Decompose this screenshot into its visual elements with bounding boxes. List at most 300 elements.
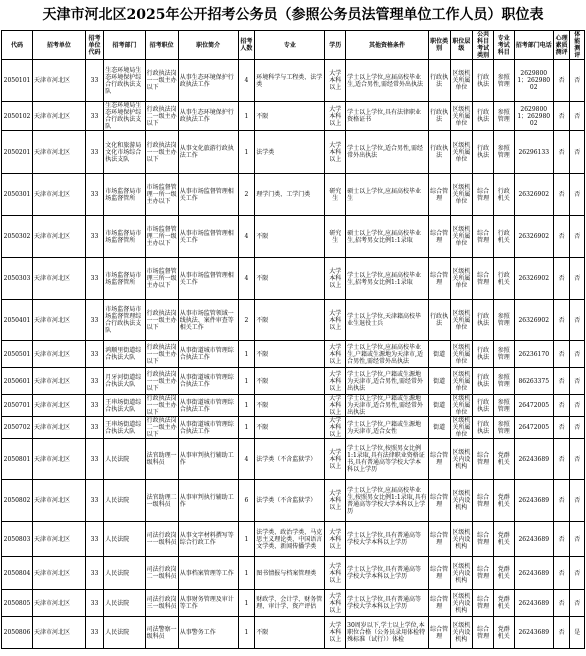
table-cell: 4 bbox=[238, 60, 255, 102]
table-cell: 行政执法岗一一级主办以下 bbox=[145, 300, 178, 341]
table-cell: 司法行政岗一一级科员 bbox=[145, 522, 178, 557]
table-cell: 2050601 bbox=[2, 368, 33, 395]
table-cell: 26243689 bbox=[514, 480, 553, 522]
table-cell: 王串场街道综合执法大队 bbox=[104, 395, 145, 417]
table-cell: 2050702 bbox=[2, 417, 33, 439]
table-cell: 行政执法 bbox=[473, 131, 494, 174]
table-cell: 党群机关 bbox=[493, 480, 514, 522]
table-cell: 大学本科以上 bbox=[325, 417, 346, 439]
table-cell: 市场监督局市场监督管所 bbox=[104, 174, 145, 216]
table-cell: 从事审判执行辅助工作 bbox=[178, 439, 238, 480]
table-cell: 2050102 bbox=[2, 102, 33, 131]
table-cell: 否 bbox=[553, 368, 570, 395]
table-cell: 行政执法 bbox=[428, 300, 450, 341]
table-cell: 否 bbox=[570, 341, 585, 368]
table-body bbox=[2, 60, 585, 649]
table-cell: 学士以上学位,具有普通高等学校大学本科以上学历 bbox=[346, 590, 429, 617]
table-cell: 天津市河北区 bbox=[33, 131, 86, 174]
table-cell: 从事街道城市管理综合执法工作 bbox=[178, 341, 238, 368]
table-cell: 综合管理 bbox=[428, 557, 450, 590]
table-cell: 否 bbox=[570, 590, 585, 617]
table-cell: 否 bbox=[553, 522, 570, 557]
table-cell: 否 bbox=[570, 368, 585, 395]
table-cell: 26243689 bbox=[514, 557, 553, 590]
table-cell: 司法行政岗三一级科员 bbox=[145, 590, 178, 617]
table-cell: 区级机关所属单位 bbox=[450, 174, 473, 216]
position-table bbox=[1, 30, 585, 649]
table-cell: 法官助理二一级科员 bbox=[145, 480, 178, 522]
table-cell: 区级机关所属单位 bbox=[450, 368, 473, 395]
table-cell: 综合管理 bbox=[473, 617, 494, 649]
table-cell: 法学类（不含监狱学） bbox=[255, 480, 325, 522]
table-cell: 33 bbox=[85, 439, 104, 480]
table-cell: 综合管理 bbox=[473, 439, 494, 480]
table-cell: 研究生 bbox=[325, 174, 346, 216]
table-cell: 否 bbox=[553, 300, 570, 341]
table-cell: 2 bbox=[238, 300, 255, 341]
table-cell: 参照管理 bbox=[493, 341, 514, 368]
table-cell: 26296133 bbox=[514, 131, 553, 174]
table-row bbox=[2, 417, 585, 439]
table-cell: 大学本科以上 bbox=[325, 617, 346, 649]
table-cell: 否 bbox=[570, 258, 585, 300]
table-cell: 人民法院 bbox=[104, 480, 145, 522]
table-cell: 参照管理 bbox=[493, 417, 514, 439]
table-cell: 行政执法 bbox=[473, 102, 494, 131]
table-cell: 1 bbox=[238, 590, 255, 617]
table-cell: 区级机关所属单位 bbox=[450, 395, 473, 417]
table-cell: 市场监督局市场监督管理综合行政执法支队 bbox=[104, 300, 145, 341]
table-cell: 从事市场监督管理相关工作 bbox=[178, 258, 238, 300]
table-cell: 天津市河北区 bbox=[33, 300, 86, 341]
table-cell: 学士以上学位,适合男性,需经常外出执法 bbox=[346, 131, 429, 174]
table-cell: 党群机关 bbox=[493, 617, 514, 649]
table-cell: 1 bbox=[238, 395, 255, 417]
table-cell: 33 bbox=[85, 557, 104, 590]
table-cell: 否 bbox=[553, 102, 570, 131]
table-cell: 26243689 bbox=[514, 617, 553, 649]
table-cell: 街道 bbox=[428, 341, 450, 368]
table-cell: 2050802 bbox=[2, 480, 33, 522]
table-cell: 行政执法岗一一级主办以下 bbox=[145, 368, 178, 395]
table-cell: 26298001；26298002 bbox=[514, 102, 553, 131]
column-header: 招考单位代码 bbox=[85, 31, 104, 60]
table-cell: 26243689 bbox=[514, 590, 553, 617]
table-cell: 2050303 bbox=[2, 258, 33, 300]
table-cell: 行政执法 bbox=[473, 395, 494, 417]
table-cell: 从事市场监管领域一线执法、案件审查等相关工作 bbox=[178, 300, 238, 341]
table-cell: 区级机关所属单位 bbox=[450, 131, 473, 174]
table-cell: 大学本科以上 bbox=[325, 60, 346, 102]
column-header: 职位简介 bbox=[178, 31, 238, 60]
table-cell: 生态环境局生态环境保护综合行政执法支队 bbox=[104, 60, 145, 102]
table-cell: 天津市河北区 bbox=[33, 341, 86, 368]
table-cell: 硕士以上学位,应届高校毕业生,招考男女比例1:1录取 bbox=[346, 216, 429, 258]
table-cell: 33 bbox=[85, 216, 104, 258]
table-cell: 30周岁以下,学士以上学位,本职位合格（公务员录用体检特殊标准（试行））体检 bbox=[346, 617, 429, 649]
table-row bbox=[2, 216, 585, 258]
table-cell: 党群机关 bbox=[493, 522, 514, 557]
table-cell: 1 bbox=[238, 522, 255, 557]
table-row bbox=[2, 131, 585, 174]
table-cell: 否 bbox=[553, 439, 570, 480]
table-cell: 26326902 bbox=[514, 300, 553, 341]
table-cell: 天津市河北区 bbox=[33, 522, 86, 557]
table-cell: 综合管理 bbox=[428, 522, 450, 557]
table-cell: 33 bbox=[85, 341, 104, 368]
table-cell: 2050806 bbox=[2, 617, 33, 649]
table-cell: 行政执法 bbox=[428, 131, 450, 174]
table-cell: 区级机关内设机构 bbox=[450, 439, 473, 480]
table-cell: 市场监督管理二所一级主办以下 bbox=[145, 216, 178, 258]
column-header: 招考部门 bbox=[104, 31, 145, 60]
table-cell: 天津市河北区 bbox=[33, 395, 86, 417]
table-cell: 区级机关所属单位 bbox=[450, 300, 473, 341]
table-cell: 学士以上学位,应届高校毕业生,招考男女比例1:1录取 bbox=[346, 258, 429, 300]
table-cell: 综合管理 bbox=[428, 174, 450, 216]
column-header: 公共科目考试类别 bbox=[473, 31, 494, 60]
table-cell: 人民法院 bbox=[104, 590, 145, 617]
table-cell: 法官助理一级科员 bbox=[145, 439, 178, 480]
table-cell: 参照管理 bbox=[493, 395, 514, 417]
table-cell: 否 bbox=[553, 480, 570, 522]
column-header: 专业考试科目 bbox=[493, 31, 514, 60]
table-cell: 学士以上学位,户籍或生源地为天津市,适合男性,需经常外出执法 bbox=[346, 368, 429, 395]
table-cell: 33 bbox=[85, 417, 104, 439]
table-cell: 行政执法 bbox=[428, 102, 450, 131]
table-cell: 司法行政岗二一级科员 bbox=[145, 557, 178, 590]
table-cell: 2050201 bbox=[2, 131, 33, 174]
table-cell: 党群机关 bbox=[493, 439, 514, 480]
table-cell: 区级机关所属单位 bbox=[450, 216, 473, 258]
table-cell: 否 bbox=[553, 216, 570, 258]
table-cell: 参照管理 bbox=[493, 368, 514, 395]
table-cell: 否 bbox=[570, 102, 585, 131]
table-cell: 学士以上学位,按照男女比例1:1录取,具有法律职业资格证书,具有普通高等学校大学本科以上学历 bbox=[346, 439, 429, 480]
table-cell: 是 bbox=[570, 617, 585, 649]
table-row bbox=[2, 480, 585, 522]
table-cell: 大学本科以上 bbox=[325, 480, 346, 522]
table-cell: 学士以上学位,具有普通高等学校大学本科以上学历 bbox=[346, 557, 429, 590]
table-cell: 参照管理 bbox=[493, 60, 514, 102]
table-cell: 大学本科以上 bbox=[325, 590, 346, 617]
table-cell: 市场监督管理三所一级主办以下 bbox=[145, 258, 178, 300]
table-cell: 33 bbox=[85, 395, 104, 417]
table-cell: 否 bbox=[570, 216, 585, 258]
table-cell: 1 bbox=[238, 341, 255, 368]
table-cell: 区级机关所属单位 bbox=[450, 258, 473, 300]
table-cell: 大学本科以上 bbox=[325, 102, 346, 131]
table-cell: 行政执法 bbox=[428, 60, 450, 102]
table-cell: 市场监督局市场监督管所 bbox=[104, 258, 145, 300]
table-cell: 6 bbox=[238, 480, 255, 522]
table-cell: 1 bbox=[238, 617, 255, 649]
table-cell: 区级机关内设机构 bbox=[450, 557, 473, 590]
column-header: 招考人数 bbox=[238, 31, 255, 60]
table-cell: 从事文字材料撰写等综合行政工作 bbox=[178, 522, 238, 557]
table-cell: 从事生态环境保护行政执法工作 bbox=[178, 102, 238, 131]
table-cell: 综合管理 bbox=[473, 522, 494, 557]
table-cell: 街道 bbox=[428, 368, 450, 395]
column-header: 招考单位 bbox=[33, 31, 86, 60]
table-cell: 行政执法 bbox=[473, 341, 494, 368]
table-cell: 从事市场监督管理相关工作 bbox=[178, 216, 238, 258]
table-cell: 33 bbox=[85, 368, 104, 395]
column-header: 学历 bbox=[325, 31, 346, 60]
table-cell: 不限 bbox=[255, 216, 325, 258]
table-cell: 2050801 bbox=[2, 439, 33, 480]
table-cell: 天津市河北区 bbox=[33, 368, 86, 395]
table-cell: 不限 bbox=[255, 300, 325, 341]
table-row bbox=[2, 395, 585, 417]
table-cell: 学士以上学位,天津籍高校毕业生退役士兵 bbox=[346, 300, 429, 341]
table-cell: 区级机关所属单位 bbox=[450, 417, 473, 439]
table-cell: 否 bbox=[570, 131, 585, 174]
table-cell: 否 bbox=[553, 557, 570, 590]
table-cell: 33 bbox=[85, 300, 104, 341]
table-cell: 学士以上学位,具有普通高等学校大学本科以上学历 bbox=[346, 522, 429, 557]
column-header: 招考职位 bbox=[145, 31, 178, 60]
table-cell: 天津市河北区 bbox=[33, 557, 86, 590]
table-row bbox=[2, 258, 585, 300]
table-cell: 法学类 bbox=[255, 131, 325, 174]
table-cell: 天津市河北区 bbox=[33, 480, 86, 522]
table-cell: 文化和旅游局文化市场综合执法支队 bbox=[104, 131, 145, 174]
table-cell: 大学本科以上 bbox=[325, 439, 346, 480]
table-cell: 不限 bbox=[255, 341, 325, 368]
table-row bbox=[2, 557, 585, 590]
table-cell: 综合管理 bbox=[428, 258, 450, 300]
table-row bbox=[2, 60, 585, 102]
table-cell: 2050101 bbox=[2, 60, 33, 102]
table-cell: 1 bbox=[238, 557, 255, 590]
table-cell: 否 bbox=[570, 439, 585, 480]
table-cell: 否 bbox=[553, 174, 570, 216]
table-cell: 综合管理 bbox=[428, 216, 450, 258]
column-header: 职位类别 bbox=[428, 31, 450, 60]
table-cell: 学士以上学位,户籍或生源地为天津市,适合男性,需经常外出执法 bbox=[346, 395, 429, 417]
table-cell: 行政执法岗一一级主办以下 bbox=[145, 341, 178, 368]
table-cell: 2050803 bbox=[2, 522, 33, 557]
table-cell: 大学本科以上 bbox=[325, 131, 346, 174]
table-cell: 王串场街道综合执法大队 bbox=[104, 417, 145, 439]
column-header: 其他资格条件 bbox=[346, 31, 429, 60]
table-cell: 否 bbox=[570, 480, 585, 522]
table-row bbox=[2, 439, 585, 480]
page-title: 天津市河北区2025年公开招考公务员（参照公务员法管理单位工作人员）职位表 bbox=[42, 7, 544, 23]
table-cell: 区级机关内设机构 bbox=[450, 590, 473, 617]
table-cell: 33 bbox=[85, 258, 104, 300]
table-cell: 86263375 bbox=[514, 368, 553, 395]
table-cell: 否 bbox=[553, 60, 570, 102]
table-cell: 否 bbox=[570, 557, 585, 590]
column-header: 代码 bbox=[2, 31, 33, 60]
table-cell: 否 bbox=[553, 341, 570, 368]
table-cell: 法学类、政治学类、马克思主义理论类、中国语言文学类、新闻传播学类 bbox=[255, 522, 325, 557]
table-cell: 大学本科以上 bbox=[325, 300, 346, 341]
table-cell: 行政执法岗二一级主办以下 bbox=[146, 417, 177, 438]
table-cell: 不限 bbox=[255, 102, 325, 131]
table-cell: 天津市河北区 bbox=[33, 216, 86, 258]
table-cell: 鸿顺里街道综合执法大队 bbox=[104, 341, 145, 368]
column-header: 体能测评 bbox=[570, 31, 585, 60]
table-cell: 否 bbox=[570, 395, 585, 417]
table-cell: 天津市河北区 bbox=[33, 102, 86, 131]
table-cell: 生态环境局生态环境保护综合行政执法支队 bbox=[104, 102, 145, 131]
table-cell: 从事市场监督管理相关工作 bbox=[178, 174, 238, 216]
table-cell: 否 bbox=[553, 590, 570, 617]
table-cell: 从事街道城市管理综合执法工作 bbox=[178, 368, 238, 395]
table-cell: 综合管理 bbox=[473, 557, 494, 590]
table-cell: 研究生 bbox=[325, 216, 346, 258]
table-cell: 从事档案管理等工作 bbox=[178, 557, 238, 590]
table-cell: 月牙河街道综合执法大队 bbox=[104, 368, 145, 395]
table-cell: 2050804 bbox=[2, 557, 33, 590]
table-cell: 2050302 bbox=[2, 216, 33, 258]
table-cell: 33 bbox=[85, 617, 104, 649]
table-cell: 26326902 bbox=[514, 174, 553, 216]
table-cell: 2050401 bbox=[2, 300, 33, 341]
table-cell: 人民法院 bbox=[104, 617, 145, 649]
table-cell: 26326902 bbox=[514, 216, 553, 258]
table-cell: 2050805 bbox=[2, 590, 33, 617]
table-cell: 综合管理 bbox=[428, 439, 450, 480]
table-cell: 2050301 bbox=[2, 174, 33, 216]
table-cell: 4 bbox=[238, 258, 255, 300]
table-cell: 街道 bbox=[428, 417, 450, 439]
table-cell: 从事警务工作 bbox=[178, 617, 238, 649]
table-cell: 1 bbox=[238, 131, 255, 174]
table-cell: 26326902 bbox=[514, 258, 553, 300]
table-cell: 大学本科以上 bbox=[325, 341, 346, 368]
table-cell: 天津市河北区 bbox=[33, 417, 86, 439]
table-row bbox=[2, 522, 585, 557]
table-cell: 区级机关所属单位 bbox=[450, 102, 473, 131]
table-cell: 理学门类、工学门类 bbox=[255, 174, 325, 216]
table-cell: 行政执法岗一一级主办以下 bbox=[145, 131, 178, 174]
table-cell: 2 bbox=[238, 174, 255, 216]
table-cell: 天津市河北区 bbox=[33, 439, 86, 480]
table-cell: 行政机关 bbox=[493, 258, 514, 300]
table-cell: 参照管理 bbox=[493, 300, 514, 341]
table-cell: 否 bbox=[553, 258, 570, 300]
table-cell: 26472005 bbox=[514, 417, 553, 439]
column-header: 职位层级 bbox=[450, 31, 473, 60]
table-cell: 否 bbox=[570, 60, 585, 102]
table-cell: 党群机关 bbox=[493, 557, 514, 590]
table-cell: 否 bbox=[570, 174, 585, 216]
table-row bbox=[2, 300, 585, 341]
table-cell: 否 bbox=[570, 300, 585, 341]
table-cell: 1 bbox=[238, 368, 255, 395]
table-cell: 否 bbox=[553, 395, 570, 417]
table-cell: 26298001；26298002 bbox=[514, 60, 553, 102]
table-cell: 不限 bbox=[255, 617, 325, 649]
table-cell: 学士以上学位,户籍或生源地为天津市,适合女性 bbox=[346, 417, 429, 439]
table-cell: 26472005 bbox=[514, 395, 553, 417]
table-header-row bbox=[2, 31, 585, 60]
table-cell: 不限 bbox=[255, 258, 325, 300]
table-cell: 区级机关内设机构 bbox=[450, 480, 473, 522]
table-cell: 综合管理 bbox=[428, 480, 450, 522]
table-cell: 综合管理 bbox=[473, 480, 494, 522]
table-cell: 行政执法 bbox=[473, 368, 494, 395]
table-cell: 行政机关 bbox=[493, 216, 514, 258]
table-cell: 从事街道城市管理综合执法工作 bbox=[178, 417, 238, 439]
table-cell: 行政执法 bbox=[473, 300, 494, 341]
table-cell: 从事街道城市管理综合执法工作 bbox=[178, 395, 238, 417]
table-cell: 区级机关所属单位 bbox=[450, 341, 473, 368]
table-cell: 行政执法 bbox=[473, 60, 494, 102]
table-cell: 否 bbox=[570, 417, 585, 439]
table-cell: 行政执法岗一一级主办以下 bbox=[146, 395, 177, 416]
table-cell: 街道 bbox=[428, 395, 450, 417]
table-cell: 人民法院 bbox=[104, 522, 145, 557]
table-cell: 4 bbox=[238, 216, 255, 258]
table-cell: 学士以上学位,应届高校毕业生,户籍或生源地为天津市,适合男性,需经常外出执法 bbox=[346, 341, 429, 368]
table-cell: 否 bbox=[553, 617, 570, 649]
table-cell: 天津市河北区 bbox=[33, 174, 86, 216]
table-cell: 党群机关 bbox=[493, 590, 514, 617]
table-row bbox=[2, 368, 585, 395]
table-cell: 大学本科以上 bbox=[325, 258, 346, 300]
table-cell: 26243689 bbox=[514, 522, 553, 557]
table-row bbox=[2, 590, 585, 617]
table-cell: 大学本科以上 bbox=[325, 368, 346, 395]
table-cell: 26243689 bbox=[514, 439, 553, 480]
table-cell: 4 bbox=[238, 439, 255, 480]
table-cell: 学士以上学位,具有法律职业资格证书 bbox=[346, 102, 429, 131]
table-cell: 环境科学与工程类、法学类 bbox=[255, 60, 325, 102]
table-cell: 不限 bbox=[255, 368, 325, 395]
table-cell: 参照管理 bbox=[493, 131, 514, 174]
column-header: 招考部门电话 bbox=[514, 31, 553, 60]
table-cell: 33 bbox=[85, 102, 104, 131]
table-cell: 否 bbox=[553, 131, 570, 174]
table-cell: 否 bbox=[553, 417, 570, 439]
table-cell: 33 bbox=[85, 60, 104, 102]
table-cell: 法学类（不含监狱学） bbox=[255, 439, 325, 480]
table-cell: 33 bbox=[85, 480, 104, 522]
table-cell: 区级机关所属单位 bbox=[450, 60, 473, 102]
table-cell: 从事财务管理及审计等工作 bbox=[178, 590, 238, 617]
table-cell: 大学本科以上 bbox=[325, 395, 346, 417]
table-cell: 天津市河北区 bbox=[33, 617, 86, 649]
table-cell: 综合管理 bbox=[473, 590, 494, 617]
table-cell: 否 bbox=[570, 522, 585, 557]
table-cell: 综合管理 bbox=[473, 174, 494, 216]
table-cell: 天津市河北区 bbox=[33, 60, 86, 102]
table-cell: 天津市河北区 bbox=[33, 258, 86, 300]
table-cell: 综合管理 bbox=[473, 258, 494, 300]
table-cell: 综合管理 bbox=[428, 590, 450, 617]
table-cell: 2050701 bbox=[2, 395, 33, 417]
table-cell: 33 bbox=[85, 590, 104, 617]
table-cell: 不限 bbox=[255, 417, 325, 439]
table-cell: 区级机关内设机构 bbox=[450, 617, 473, 649]
table-cell: 2050501 bbox=[2, 341, 33, 368]
table-cell: 从事审判执行辅助工作 bbox=[178, 480, 238, 522]
table-cell: 财政学、会计学、财务管理、审计学、资产评估 bbox=[255, 590, 325, 617]
table-cell: 1 bbox=[238, 102, 255, 131]
table-cell: 33 bbox=[85, 522, 104, 557]
table-row bbox=[2, 341, 585, 368]
table-cell: 不限 bbox=[255, 395, 325, 417]
table-cell: 行政机关 bbox=[493, 174, 514, 216]
column-header: 专业 bbox=[255, 31, 325, 60]
table-cell: 1 bbox=[238, 417, 255, 439]
table-cell: 综合管理 bbox=[428, 617, 450, 649]
